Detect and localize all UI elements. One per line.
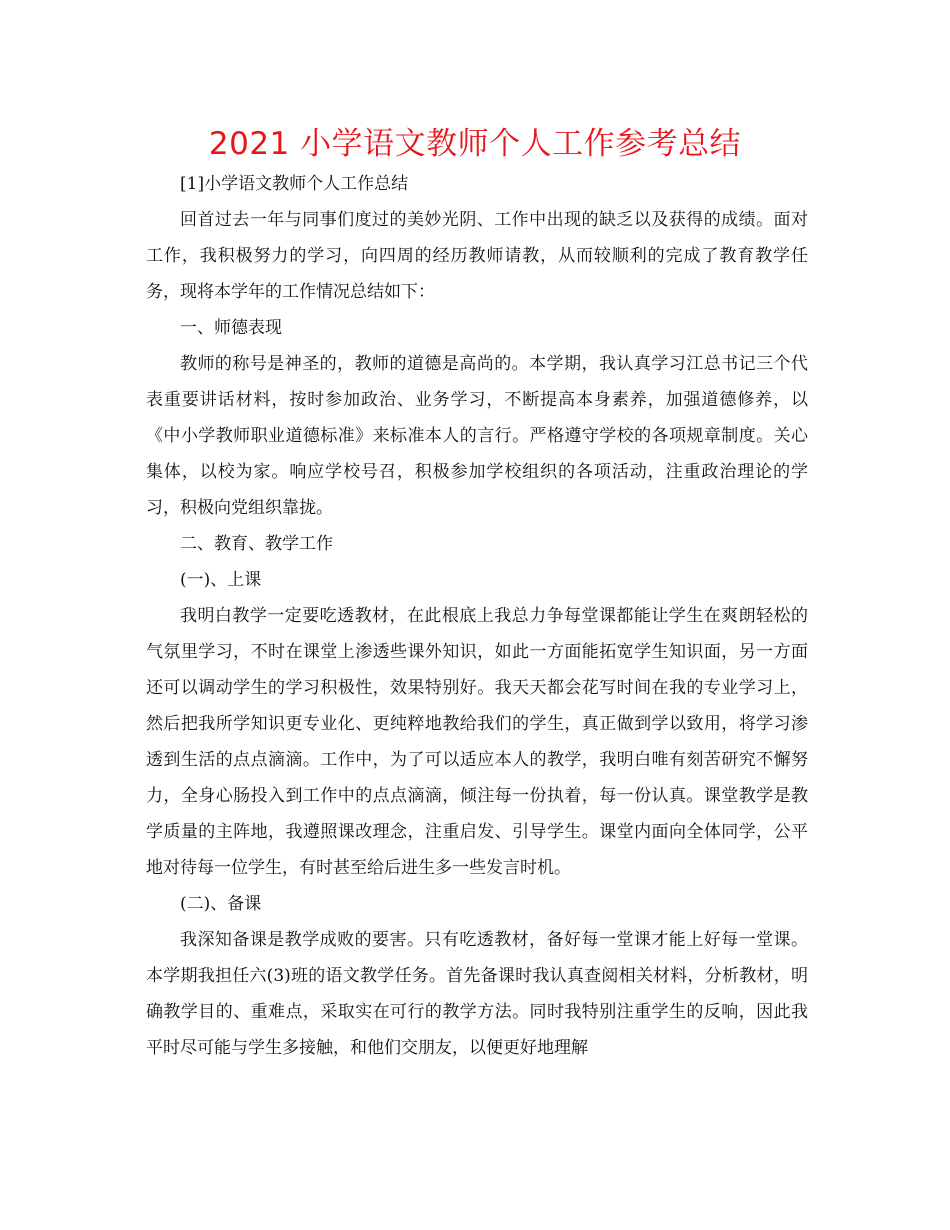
subsection-heading-prep: (二)、备课 <box>180 894 262 914</box>
section-heading-teaching: 二、教育、教学工作 <box>180 534 333 554</box>
document-title: 2021 小学语文教师个人工作参考总结 <box>208 126 742 162</box>
section-heading-ethics: 一、师德表现 <box>180 318 282 338</box>
paragraph-class: 我明白教学一定要吃透教材，在此根底上我总力争每堂课都能让学生在爽朗轻松的气氛里学习，不时在课堂上渗透些课外知识，如此一方面能拓宽学生知识面，另一方面还可以调动学生的学习积极性，效果特别好。我天天都会花写时间在我的专业学习上，然后把我所学知识更专业化、更纯粹地教给我们的学生，真正做到学以致用，将学习渗透到生活的点点滴滴。工作中，为了可以适应本人的教学，我明白唯有刻苦研究不懈努力，全身心肠投入到工作中的点点滴滴，倾注每一份执着，每一份认真。课堂教学是教学质量的主阵地，我遵照课改理念，注重启发、引导学生。课堂内面向全体同学，公平地对待每一位学生，有时甚至给后进生多一些发言时机。 <box>146 606 808 878</box>
subsection-heading-class: (一)、上课 <box>180 570 262 590</box>
paragraph-prep: 我深知备课是教学成败的要害。只有吃透教材，备好每一堂课才能上好每一堂课。本学期我担任六(3)班的语文教学任务。首先备课时我认真查阅相关材料，分析教材，明确教学目的、重难点，采取实在可行的教学方法。同时我特别注重学生的反响，因此我平时尽可能与学生多接触，和他们交朋友，以便更好地理解 <box>146 930 808 1058</box>
paragraph-intro: 回首过去一年与同事们度过的美妙光阴、工作中出现的缺乏以及获得的成绩。面对工作，我积极努力的学习，向四周的经历教师请教，从而较顺利的完成了教育教学任务，现将本学年的工作情况总结如下： <box>146 210 808 302</box>
document-body <box>146 166 808 1066</box>
paragraph-heading-1: [1]小学语文教师个人工作总结 <box>180 174 409 194</box>
paragraph-ethics: 教师的称号是神圣的，教师的道德是高尚的。本学期，我认真学习江总书记三个代表重要讲话材料，按时参加政治、业务学习，不断提高本身素养，加强道德修养，以《中小学教师职业道德标准》来标准本人的言行。严格遵守学校的各项规章制度。关心集体，以校为家。响应学校号召，积极参加学校组织的各项活动，注重政治理论的学习，积极向党组织靠拢。 <box>146 354 808 518</box>
